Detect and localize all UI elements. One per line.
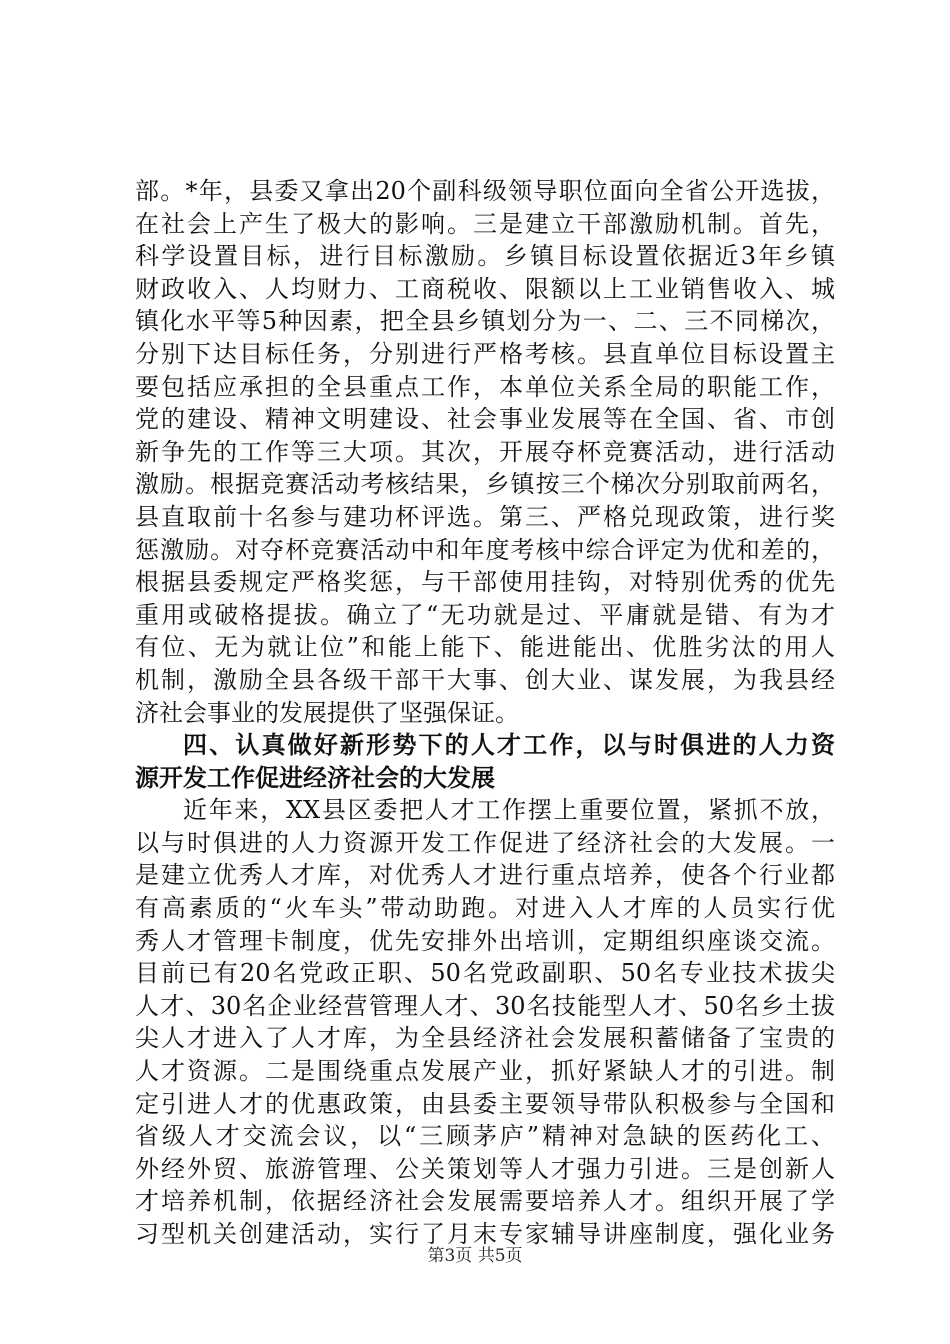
text-line: 重用或破格提拔。确立了“无功就是过、平庸就是错、有为才: [135, 600, 835, 629]
text-line: 镇化水平等5种因素，把全县乡镇划分为一、二、三不同梯次，: [135, 307, 835, 336]
page-number-footer: 第3页 共5页: [427, 1246, 523, 1266]
text-line: 是建立优秀人才库，对优秀人才进行重点培养，使各个行业都: [135, 861, 835, 890]
text-line: 要包括应承担的全县重点工作，本单位关系全局的职能工作，: [135, 372, 835, 401]
text-line: 科学设置目标，进行目标激励。乡镇目标设置依据近3年乡镇: [135, 242, 835, 271]
text-line: 近年来，XX县区委把人才工作摆上重要位置，紧抓不放，: [183, 796, 835, 825]
text-line: 有高素质的“火车头”带动助跑。对进入人才库的人员实行优: [135, 894, 835, 923]
text-line: 目前已有20名党政正职、50名党政副职、50名专业技术拔尖: [135, 959, 835, 988]
text-line: 县直取前十名参与建功杯评选。第三、严格兑现政策，进行奖: [135, 502, 835, 531]
paragraph-talent-work: [135, 794, 835, 1250]
text-line: 以与时俱进的人力资源开发工作促进了经济社会的大发展。一: [135, 828, 835, 857]
text-line: 机制，激励全县各级干部干大事、创大业、谋发展，为我县经: [135, 665, 835, 694]
heading-line: 四、认真做好新形势下的人才工作，以与时俱进的人力资: [183, 731, 835, 760]
text-line: 党的建设、精神文明建设、社会事业发展等在全国、省、市创: [135, 405, 835, 434]
heading-line: 源开发工作促进经济社会的大发展: [135, 763, 495, 792]
text-line: 外经外贸、旅游管理、公关策划等人才强力引进。三是创新人: [135, 1154, 835, 1183]
text-line: 有位、无为就让位”和能上能下、能进能出、优胜劣汰的用人: [135, 633, 835, 662]
text-line: 激励。根据竞赛活动考核结果，乡镇按三个梯次分别取前两名，: [135, 470, 835, 499]
text-line: 济社会事业的发展提供了坚强保证。: [135, 698, 519, 727]
text-line: 习型机关创建活动，实行了月末专家辅导讲座制度，强化业务: [135, 1220, 835, 1248]
section-heading: [135, 729, 835, 794]
text-line: 秀人才管理卡制度，优先安排外出培训，定期组织座谈交流。: [135, 926, 835, 955]
text-line: 新争先的工作等三大项。其次，开展夺杯竞赛活动，进行活动: [135, 437, 835, 466]
document-body: [135, 175, 835, 1251]
text-line: 分别下达目标任务，分别进行严格考核。县直单位目标设置主: [135, 339, 835, 368]
text-line: 部。*年，县委又拿出20个副科级领导职位面向全省公开选拔，: [135, 177, 835, 205]
text-line: 财政收入、人均财力、工商税收、限额以上工业销售收入、城: [135, 274, 835, 303]
paragraph-cadre-incentive: [135, 175, 835, 729]
text-line: 省级人才交流会议，以“三顾茅庐”精神对急缺的医药化工、: [135, 1122, 835, 1151]
text-line: 人才资源。二是围绕重点发展产业，抓好紧缺人才的引进。制: [135, 1057, 835, 1086]
text-line: 在社会上产生了极大的影响。三是建立干部激励机制。首先，: [135, 209, 835, 238]
text-line: 根据县委规定严格奖惩，与干部使用挂钩，对特别优秀的优先: [135, 568, 835, 597]
text-line: 定引进人才的优惠政策，由县委主要领导带队积极参与全国和: [135, 1089, 835, 1118]
text-line: 人才、30名企业经营管理人才、30名技能型人才、50名乡土拔: [135, 991, 835, 1020]
text-line: 才培养机制，依据经济社会发展需要培养人才。组织开展了学: [135, 1187, 835, 1216]
text-line: 尖人才进入了人才库，为全县经济社会发展积蓄储备了宝贵的: [135, 1024, 835, 1053]
text-line: 惩激励。对夺杯竞赛活动中和年度考核中综合评定为优和差的，: [135, 535, 835, 564]
